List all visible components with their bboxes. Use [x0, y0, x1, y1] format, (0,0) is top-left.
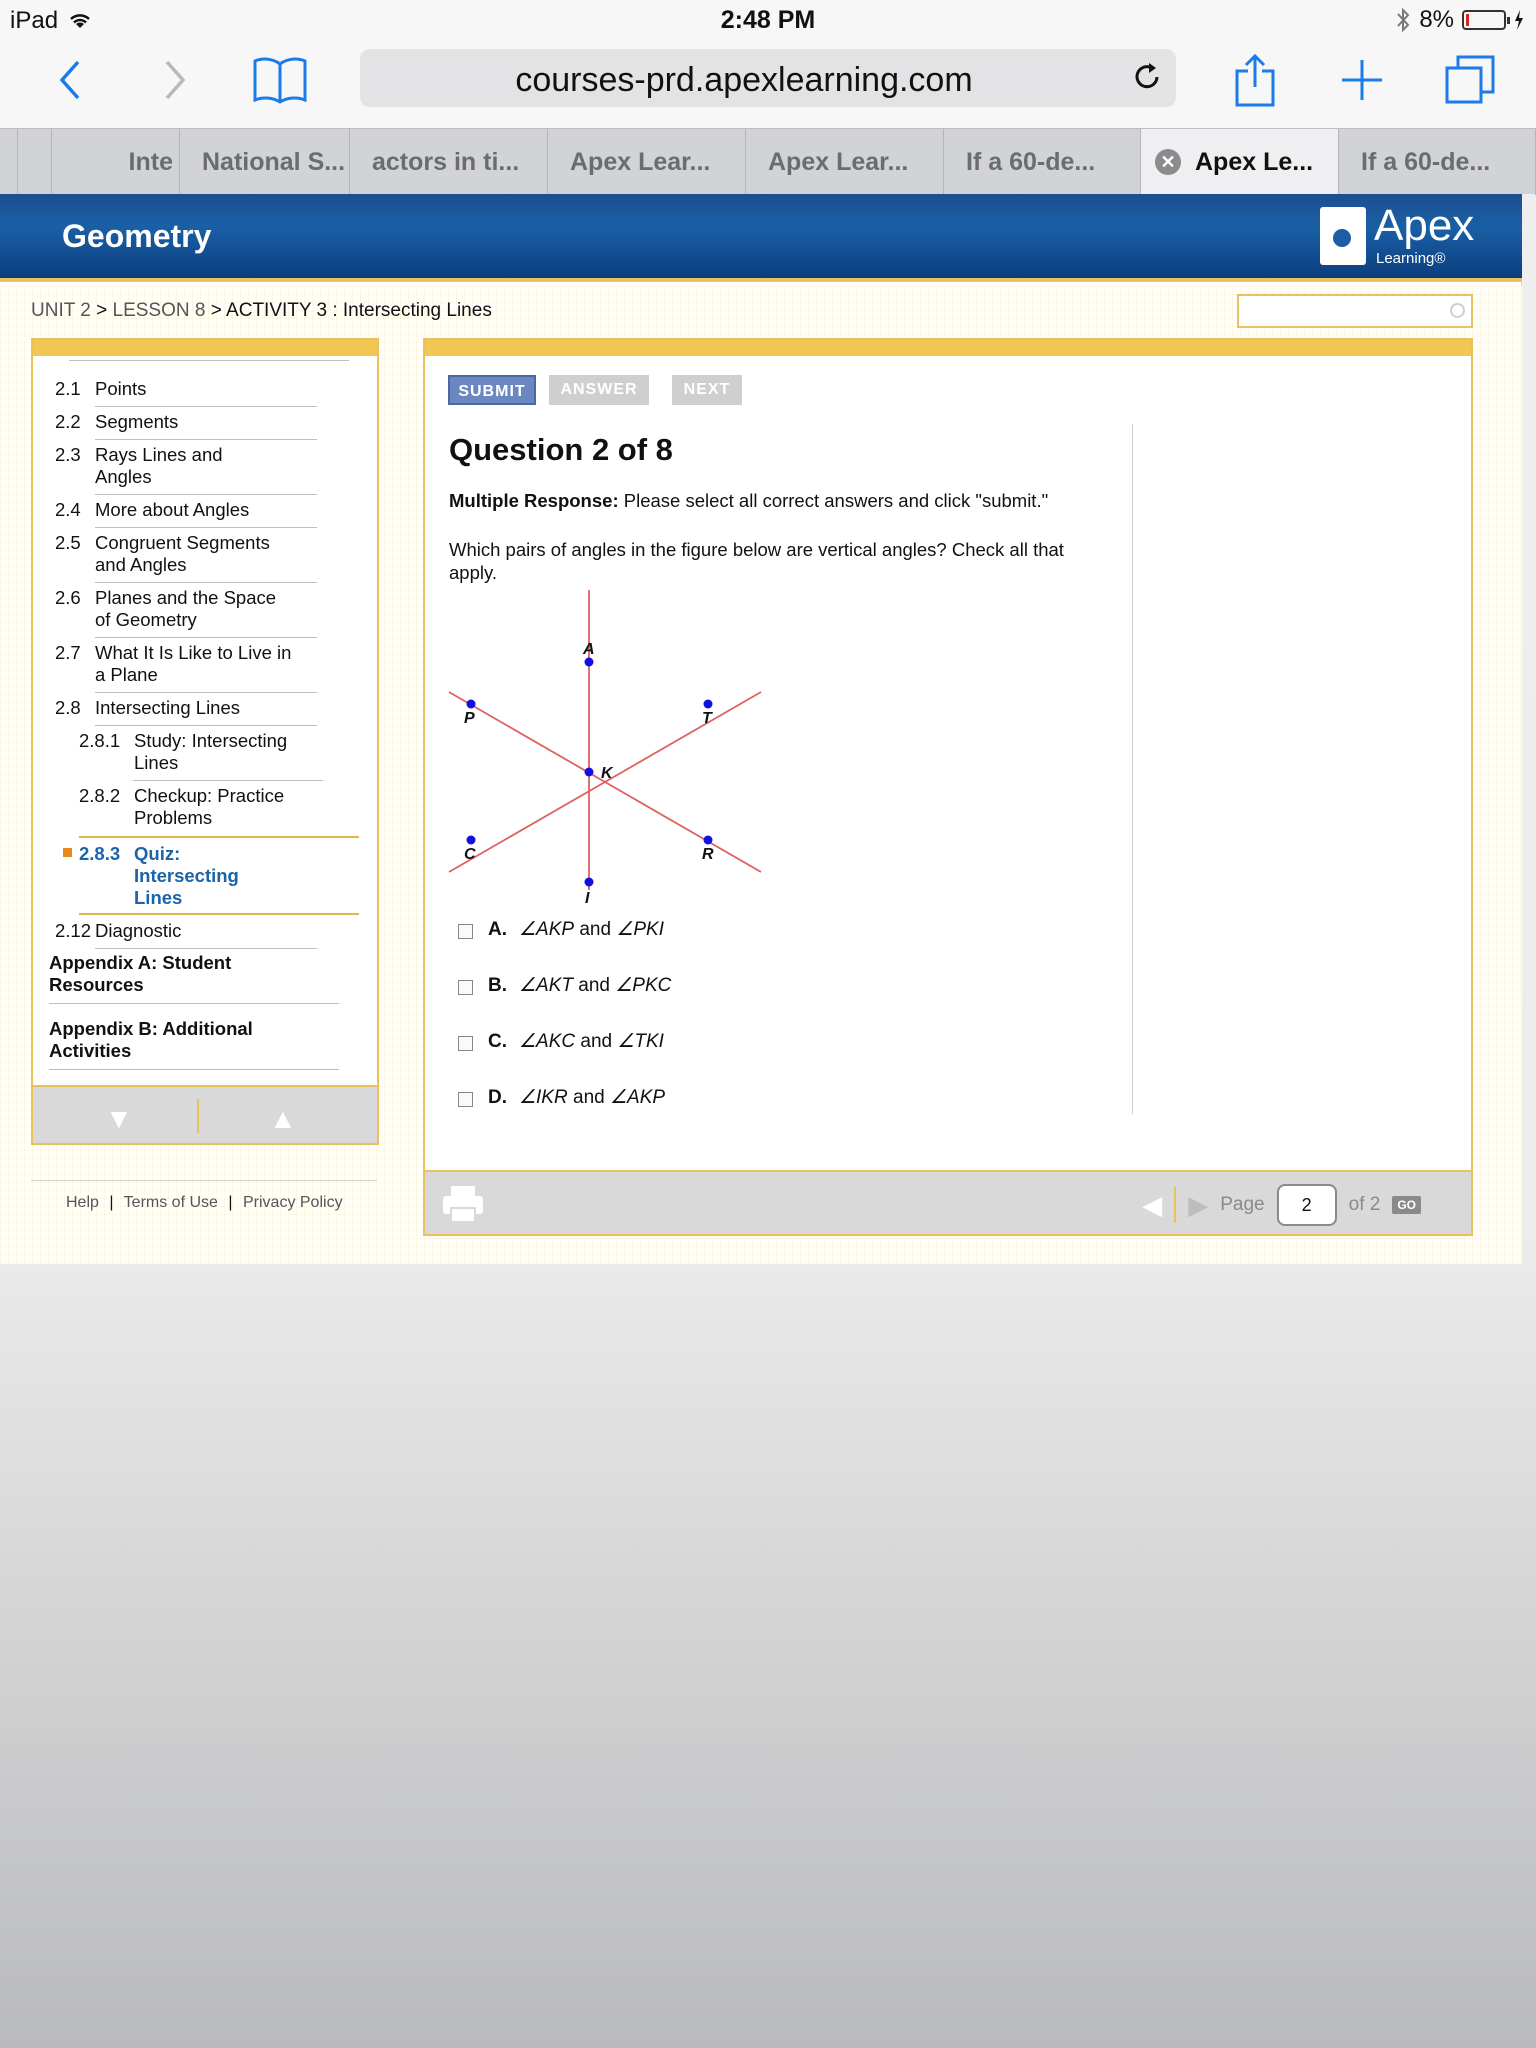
- choice-angle-1: ∠AKP: [519, 919, 575, 940]
- tab[interactable]: [18, 129, 52, 195]
- battery-icon: [1462, 10, 1506, 30]
- apex-logo-mark-icon: [1320, 207, 1366, 265]
- nav-label: Quiz: Intersecting Lines: [134, 843, 239, 908]
- nav-item-planes[interactable]: [55, 587, 295, 631]
- nav-num: 2.2: [55, 411, 81, 432]
- column-divider: [1132, 424, 1133, 1114]
- terms-link[interactable]: Terms of Use: [123, 1194, 218, 1211]
- label-p: P: [464, 710, 475, 727]
- nav-label: Segments: [95, 411, 179, 432]
- choice-angle-2: ∠TKI: [617, 1031, 664, 1052]
- tab[interactable]: [1339, 129, 1536, 195]
- link-sep: |: [109, 1194, 114, 1211]
- pager: [1142, 1184, 1421, 1226]
- panel-top-bar: [425, 340, 1471, 356]
- reload-icon[interactable]: [1130, 60, 1164, 94]
- url-text: courses-prd.apexlearning.com: [515, 61, 973, 99]
- tab-label: Inte: [128, 147, 173, 176]
- nav-num: 2.6: [55, 587, 81, 608]
- tab[interactable]: [52, 129, 180, 195]
- share-icon: [1234, 53, 1276, 107]
- point-a: [585, 658, 594, 667]
- nav-label: Rays Lines and Angles: [95, 444, 223, 487]
- lesson-nav: [31, 338, 379, 1145]
- logo-word: Apex: [1374, 201, 1475, 250]
- point-i: [585, 878, 594, 887]
- nav-label: Points: [95, 378, 147, 399]
- site-header: [0, 194, 1522, 282]
- nav-item-diagnostic[interactable]: [55, 920, 181, 942]
- bluetooth-icon: [1395, 7, 1411, 33]
- choice-angle-2: ∠AKP: [609, 1087, 666, 1108]
- device-name: iPad: [10, 7, 59, 34]
- tab-label: If a 60-de...: [1361, 147, 1491, 176]
- logo-sub: Learning®: [1376, 250, 1446, 267]
- nav-label: What It Is Like to Live in a Plane: [95, 642, 292, 685]
- privacy-link[interactable]: Privacy Policy: [242, 1194, 343, 1211]
- browser-toolbar: [0, 40, 1536, 128]
- choice-angle-2: ∠PKI: [616, 919, 664, 940]
- nav-label: Planes and the Space of Geometry: [95, 587, 277, 630]
- next-button[interactable]: NEXT: [672, 375, 742, 405]
- point-t: [704, 700, 713, 709]
- nav-num: 2.4: [55, 499, 81, 520]
- divider: [95, 725, 317, 726]
- share-button[interactable]: [1225, 50, 1285, 110]
- breadcrumb-sep: >: [205, 300, 227, 321]
- nav-num: 2.12: [55, 920, 92, 941]
- scroll-up-icon[interactable]: ▲: [269, 1103, 297, 1134]
- label-a: A: [583, 641, 595, 658]
- divider: [95, 406, 317, 407]
- bookmarks-button[interactable]: [250, 50, 310, 110]
- tab-label: Apex Le...: [1195, 147, 1314, 176]
- choice-a[interactable]: [458, 918, 664, 941]
- breadcrumb-unit[interactable]: UNIT 2: [31, 300, 91, 321]
- question-panel: [423, 338, 1473, 1236]
- choice-b[interactable]: [458, 974, 671, 997]
- nav-footer: [33, 1085, 377, 1143]
- nav-num: 2.7: [55, 642, 81, 663]
- plus-icon: [1340, 58, 1384, 102]
- tab[interactable]: [548, 129, 746, 195]
- tab[interactable]: [0, 129, 18, 195]
- divider: [197, 1099, 199, 1133]
- go-button[interactable]: GO: [1392, 1196, 1421, 1214]
- choice-letter: B.: [488, 974, 507, 996]
- course-title: Geometry: [62, 218, 212, 254]
- web-page: [0, 194, 1522, 1264]
- label-i: I: [585, 890, 590, 907]
- checkbox[interactable]: [458, 1036, 473, 1051]
- footer-divider: [31, 1180, 377, 1181]
- printer-icon[interactable]: [441, 1184, 485, 1224]
- label-k: K: [601, 765, 613, 782]
- tab-label: actors in ti...: [372, 147, 520, 176]
- breadcrumb-lesson[interactable]: LESSON 8: [112, 300, 206, 321]
- tab-label: Apex Lear...: [570, 147, 711, 176]
- instruction-type: Multiple Response:: [449, 490, 619, 511]
- page-label: Page: [1220, 1194, 1265, 1215]
- point-c: [467, 836, 476, 845]
- nav-num: 2.3: [55, 444, 81, 465]
- page-total: of 2: [1348, 1194, 1381, 1215]
- search-input[interactable]: [1237, 294, 1473, 328]
- choice-d[interactable]: [458, 1086, 665, 1109]
- divider: [95, 582, 317, 583]
- divider: [95, 527, 317, 528]
- page-number-input[interactable]: 2: [1277, 1184, 1337, 1226]
- nav-item-points[interactable]: [55, 378, 146, 400]
- forward-button[interactable]: [145, 50, 205, 110]
- choice-and: and: [573, 1086, 605, 1108]
- nav-num: 2.8: [55, 697, 81, 718]
- nav-num: 2.8.1: [79, 730, 121, 751]
- checkbox[interactable]: [458, 980, 473, 995]
- nav-label: Intersecting Lines: [95, 697, 241, 718]
- chevron-left-icon: [58, 58, 82, 102]
- footer-links: [66, 1194, 343, 1212]
- question-prompt: Which pairs of angles in the figure below are vertical angles? Check all that apply.: [449, 539, 1064, 583]
- breadcrumb-current: ACTIVITY 3 : Intersecting Lines: [226, 300, 492, 321]
- choice-and: and: [579, 918, 612, 940]
- point-r: [704, 836, 713, 845]
- nav-label: Diagnostic: [95, 920, 182, 941]
- nav-item-quiz[interactable]: [79, 843, 244, 909]
- tabs-button[interactable]: [1440, 50, 1500, 110]
- close-tab-icon[interactable]: ✕: [1155, 149, 1181, 175]
- link-sep: |: [228, 1194, 233, 1211]
- nav-item-study[interactable]: [79, 730, 304, 774]
- point-k: [585, 768, 594, 777]
- nav-label: Congruent Segments and Angles: [95, 532, 270, 575]
- question-title: Question 2 of 8: [449, 432, 673, 467]
- label-c: C: [464, 846, 476, 863]
- tab[interactable]: [350, 129, 548, 195]
- nav-item-angles[interactable]: [55, 499, 249, 521]
- nav-num: 2.5: [55, 532, 81, 553]
- nav-item-live-plane[interactable]: [55, 642, 295, 686]
- submit-button[interactable]: SUBMIT: [448, 375, 536, 405]
- nav-item-rays[interactable]: [55, 444, 245, 488]
- status-bar: [0, 0, 1536, 40]
- nav-num: 2.8.2: [79, 785, 121, 806]
- nav-label: Study: Intersecting Lines: [134, 730, 288, 773]
- breadcrumb-sep: >: [90, 300, 113, 321]
- choice-letter: C.: [488, 1030, 507, 1052]
- nav-item-congruent[interactable]: [55, 532, 285, 576]
- divider: [95, 637, 317, 638]
- battery-percent: 8%: [1419, 6, 1454, 33]
- choice-and: and: [578, 974, 610, 996]
- choice-angle-1: ∠IKR: [519, 1087, 568, 1108]
- search-icon[interactable]: [1450, 303, 1465, 318]
- nav-top-bar: [33, 340, 377, 356]
- nav-appendix-a[interactable]: Appendix A: Student Resources: [49, 952, 232, 995]
- choice-angle-1: ∠AKT: [519, 975, 573, 996]
- charging-icon: [1514, 10, 1524, 30]
- nav-item-segments[interactable]: [55, 411, 178, 433]
- address-bar[interactable]: [360, 49, 1176, 107]
- label-r: R: [702, 846, 714, 863]
- tab[interactable]: [180, 129, 350, 195]
- back-button[interactable]: [40, 50, 100, 110]
- choice-c[interactable]: [458, 1030, 664, 1053]
- nav-item-checkup[interactable]: [79, 785, 304, 829]
- checkbox[interactable]: [458, 924, 473, 939]
- choice-angle-2: ∠PKC: [615, 975, 672, 996]
- instruction-text: Please select all correct answers and click "submit.": [618, 490, 1049, 511]
- intersecting-lines-figure: [449, 590, 769, 907]
- point-p: [467, 700, 476, 709]
- checkbox[interactable]: [458, 1092, 473, 1107]
- prev-page-icon[interactable]: ◀: [1142, 1189, 1163, 1220]
- tab-label: National S...: [202, 147, 346, 176]
- apex-logo: [1320, 201, 1475, 267]
- tab-strip: [0, 128, 1536, 194]
- nav-label: Checkup: Practice Problems: [134, 785, 285, 828]
- divider: [79, 913, 359, 915]
- answer-button[interactable]: ANSWER: [549, 375, 649, 405]
- tab[interactable]: [746, 129, 944, 195]
- current-marker-icon: [63, 848, 72, 857]
- next-page-icon[interactable]: ▶: [1188, 1189, 1209, 1220]
- divider: [79, 836, 359, 838]
- breadcrumb: [31, 300, 492, 322]
- choice-letter: A.: [488, 918, 507, 940]
- new-tab-button[interactable]: [1332, 50, 1392, 110]
- tabs-icon: [1444, 54, 1496, 106]
- divider: [95, 948, 317, 949]
- divider: [95, 439, 317, 440]
- nav-appendix-b[interactable]: Appendix B: Additional Activities: [49, 1018, 253, 1061]
- clock: 2:48 PM: [720, 6, 816, 34]
- divider: [95, 692, 317, 693]
- divider: [1174, 1187, 1176, 1223]
- question-instruction: [449, 490, 1048, 512]
- scroll-down-icon[interactable]: ▼: [105, 1103, 133, 1134]
- divider: [49, 1003, 339, 1004]
- choice-and: and: [580, 1030, 613, 1052]
- chevron-right-icon: [163, 58, 187, 102]
- choice-angle-1: ∠AKC: [519, 1031, 576, 1052]
- tab-label: Apex Lear...: [768, 147, 909, 176]
- divider: [69, 360, 349, 361]
- divider: [49, 1069, 339, 1070]
- nav-label: More about Angles: [95, 499, 250, 520]
- nav-num: 2.1: [55, 378, 81, 399]
- book-icon: [252, 56, 308, 104]
- tab-label: If a 60-de...: [966, 147, 1096, 176]
- nav-item-intersecting[interactable]: [55, 697, 240, 719]
- divider: [133, 780, 323, 781]
- divider: [95, 494, 317, 495]
- nav-num: 2.8.3: [79, 843, 121, 864]
- tab[interactable]: [944, 129, 1141, 195]
- label-t: T: [702, 710, 712, 727]
- help-link[interactable]: Help: [66, 1194, 99, 1211]
- choice-letter: D.: [488, 1086, 507, 1108]
- tab-active[interactable]: [1141, 129, 1339, 195]
- panel-footer: [425, 1170, 1471, 1234]
